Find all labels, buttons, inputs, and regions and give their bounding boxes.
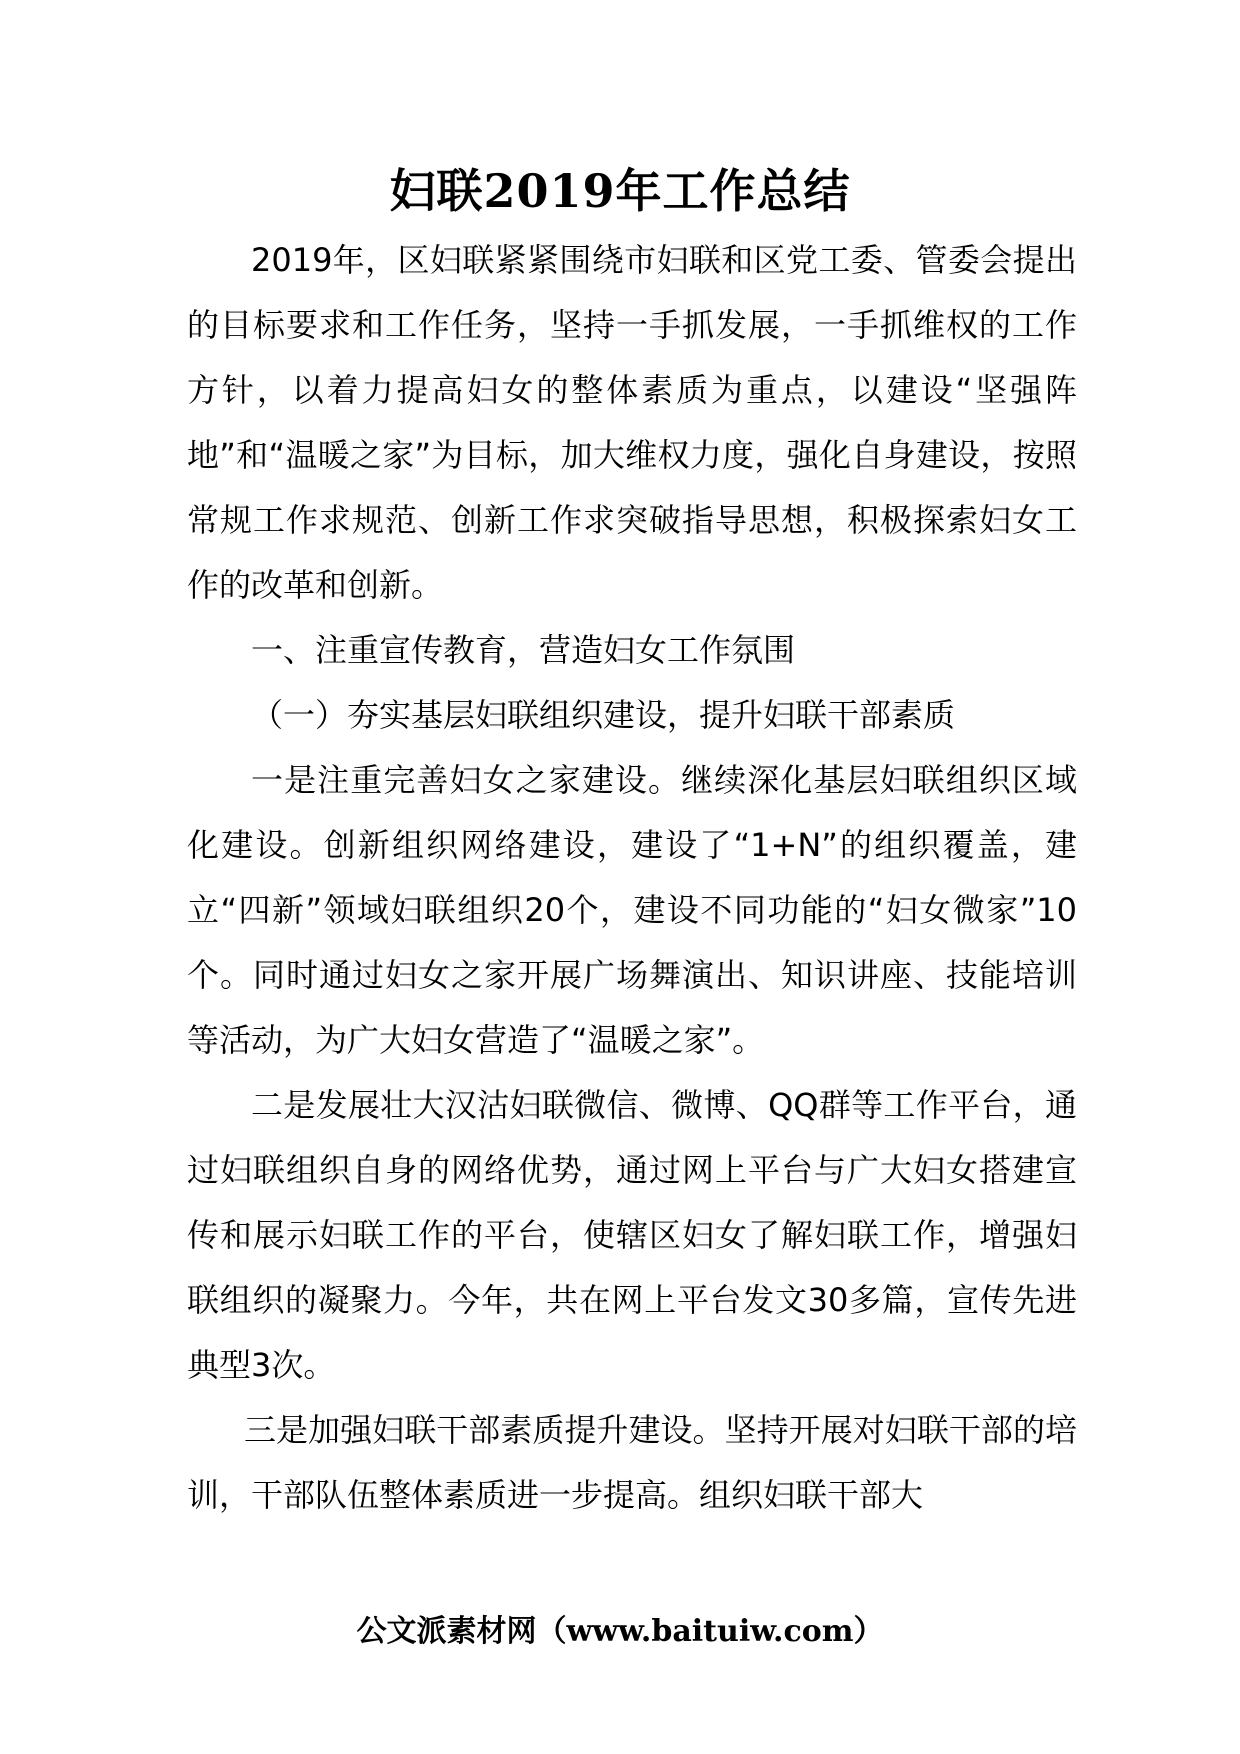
body-paragraph-2: 二是发展壮大汉沽妇联微信、微博、QQ群等工作平台，通过妇联组织自身的网络优势，通过网上平台与广大妇女搭建宣传和展示妇联工作的平台，使辖区妇女了解妇联工作，增强妇联组织的凝聚力。今年，共在网上平台发文30多篇，宣传先进典型3次。 — [187, 1086, 1077, 1384]
body-paragraph-3: 三是加强妇联干部素质提升建设。坚持开展对妇联干部的培训，干部队伍整体素质进一步提高。组织妇联干部大 — [187, 1411, 1077, 1514]
footer-watermark: 公文派素材网（www.baituiw.com） — [356, 1614, 884, 1649]
subsection-heading: （一）夯实基层妇联组织建设，提升妇联干部素质 — [251, 696, 956, 734]
section-heading: 一、注重宣传教育，营造妇女工作氛围 — [251, 631, 796, 669]
document-body — [187, 228, 1077, 1528]
document-title: 妇联2019年工作总结 — [389, 164, 851, 218]
intro-paragraph: 2019年，区妇联紧紧围绕市妇联和区党工委、管委会提出的目标要求和工作任务，坚持一手抓发展，一手抓维权的工作方针，以着力提高妇女的整体素质为重点，以建设“坚强阵地”和“温暖之家”为目标，加大维权力度，强化自身建设，按照常规工作求规范、创新工作求突破指导思想，积极探索妇女工作的改革和创新。 — [187, 241, 1077, 604]
body-paragraph-1: 一是注重完善妇女之家建设。继续深化基层妇联组织区域化建设。创新组织网络建设，建设了“1+N”的组织覆盖，建立“四新”领域妇联组织20个，建设不同功能的“妇女微家”10个。同时通过妇女之家开展广场舞演出、知识讲座、技能培训等活动，为广大妇女营造了“温暖之家”。 — [187, 761, 1077, 1059]
